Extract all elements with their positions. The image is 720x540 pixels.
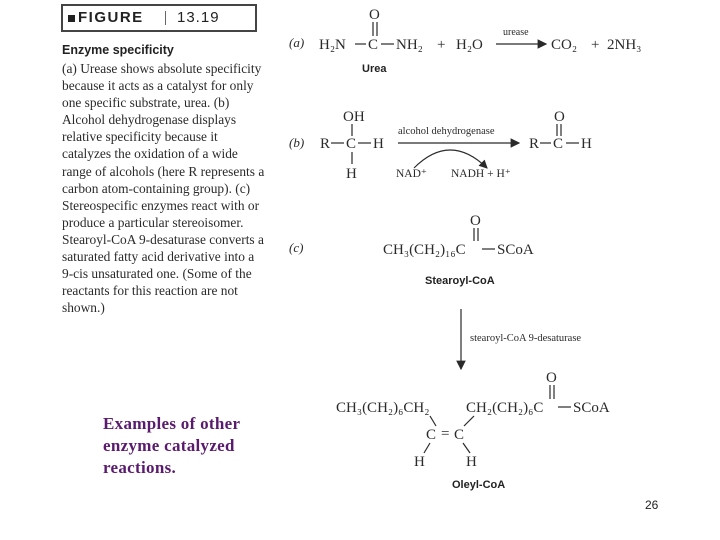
product-oxygen: O [554,109,565,125]
product-carbon: C [553,136,564,152]
urea-carbon: C [368,37,379,53]
urea-oxygen: O [369,7,380,23]
stearoyl-coa: SCoA [497,242,534,258]
oleyl-coa-label: Oleyl-CoA [452,479,506,491]
examples-note: Examples of other enzyme catalyzed reactions. [103,414,240,477]
stearoyl-oxygen: O [470,213,481,229]
water: H₂O [456,37,483,53]
reaction-a-tag: (a) [289,35,305,50]
cofactor-curved-arrow [414,150,487,168]
alcohol-hydroxyl: OH [343,109,365,125]
oleyl-coa: SCoA [573,400,610,416]
alcohol-r-group: R [320,136,331,152]
reaction-c-tag: (c) [289,240,304,255]
alkene-h2-bond [463,443,470,453]
urease-label: urease [503,27,529,38]
reaction-b-tag: (b) [289,135,305,150]
plus-sign: + [437,37,446,53]
urea-label: Urea [362,63,387,75]
caption-title: Enzyme specificity [62,43,174,57]
alkene-double-bond: = [441,426,450,442]
alkene-carbon-2: C [454,427,465,443]
oleyl-oxygen: O [546,370,557,386]
alkene-hydrogen-1: H [414,454,425,470]
alcohol-carbon: C [346,136,357,152]
oleyl-left-chain: CH₃(CH₂)₆CH₂ [336,400,430,416]
urea-right-amine: NH₂ [396,37,423,53]
alkene-carbon-1: C [426,427,437,443]
page-number: 26 [645,498,659,512]
caption-body: (a) Urease shows absolute specificity because it acts as a catalyst for only one specific substrate, urea. (b) Alcohol dehydrogenase displays relative specificity because it catalyzes the oxidation of a wide range of alcohols (here R represents a carbon atom-containing group). (c) Stereospecific enzymes react with or produce a particular stereoisomer. Stearoyl-CoA 9-desaturase converts a saturated fatty acid derivative into a 9-cis unsaturated one. (Some of the reactants for this reaction are not shown.) [62,61,265,316]
nad-label: NAD⁺ [396,168,427,180]
cis-bond-left [430,416,436,426]
urea-left-amine: H₂N [319,37,346,53]
alcohol-dehydrogenase-label: alcohol dehydrogenase [398,126,495,137]
cis-bond-right [464,416,474,426]
nadh-label: NADH + H⁺ [451,168,511,180]
alcohol-bottom-hydrogen: H [346,166,357,182]
oleyl-right-chain: CH₂(CH₂)₆C [466,400,544,416]
alcohol-hydrogen: H [373,136,384,152]
stearoyl-chain: CH₃(CH₂)₁₆C [383,242,466,258]
product-r-group: R [529,136,540,152]
carbon-dioxide: CO₂ [551,37,578,53]
figure-word: FIGURE [78,9,144,26]
desaturase-label: stearoyl-CoA 9-desaturase [470,333,582,344]
plus-sign-2: + [591,37,600,53]
product-hydrogen: H [581,136,592,152]
figure-number: 13.19 [177,9,220,26]
ammonia: 2NH₃ [607,37,642,53]
alkene-hydrogen-2: H [466,454,477,470]
alkene-h1-bond [424,443,430,453]
stearoyl-coa-label: Stearoyl-CoA [425,275,495,287]
